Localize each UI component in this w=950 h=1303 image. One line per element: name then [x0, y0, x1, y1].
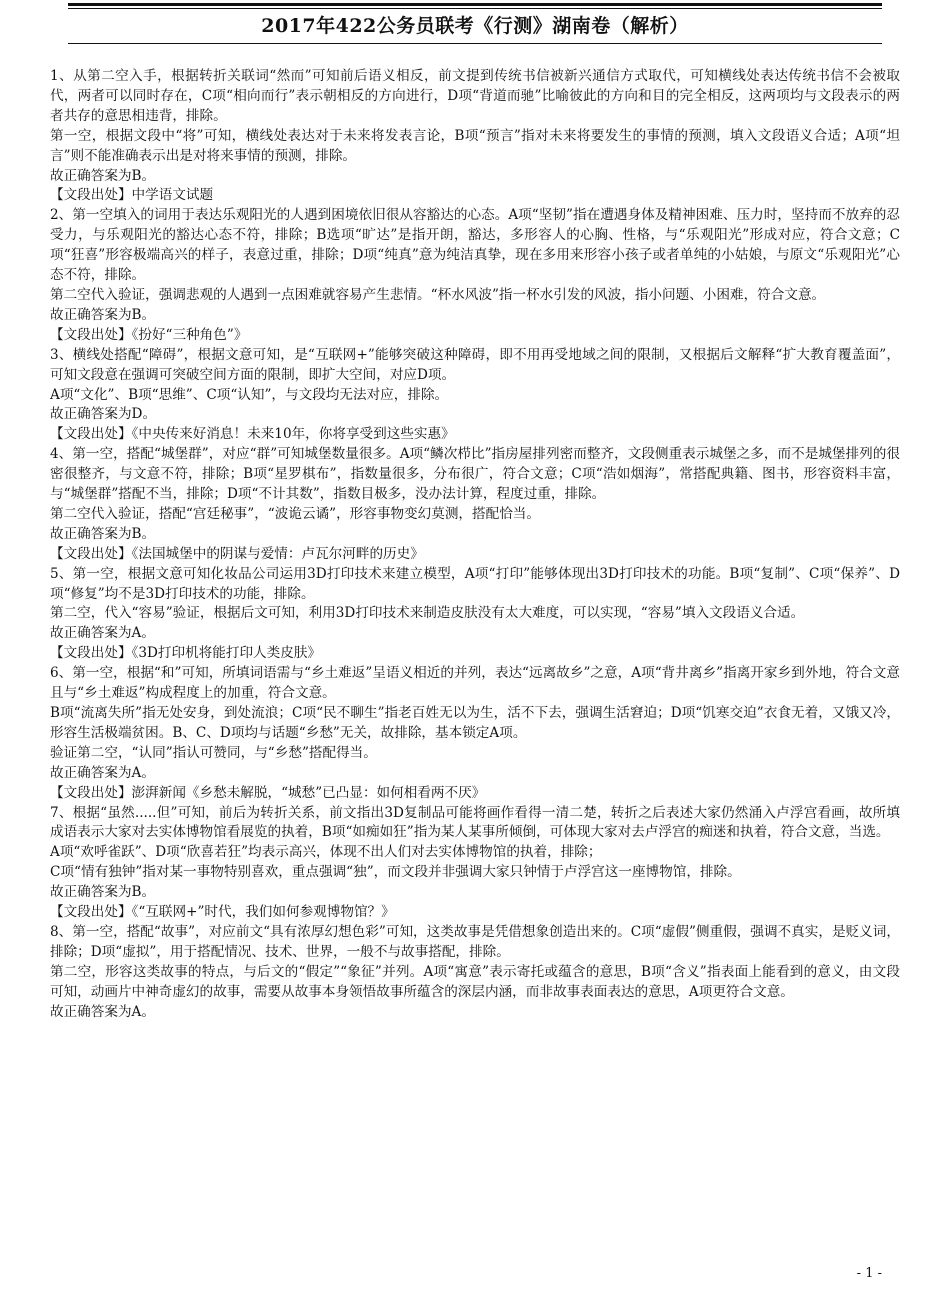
paragraph: 【文段出处】《中央传来好消息！未来10年，你将享受到这些实惠》 — [50, 426, 455, 443]
paragraph: 第二空，代入“容易”验证，根据后文可知，利用3D打印技术来制造皮肤没有太大难度，可以实现，“容易”填入文段语义合适。 — [50, 605, 805, 622]
paragraph: C项“情有独钟”指对某一事物特别喜欢，重点强调“独”，而文段并非强调大家只钟情于卢浮宫这一座博物馆，排除。 — [50, 864, 741, 881]
paragraph: 第二空代入验证，搭配“宫廷秘事”，“波诡云谲”，形容事物变幻莫测，搭配恰当。 — [50, 505, 540, 522]
paragraph: 第二空，形容这类故事的特点，与后文的“假定”“象征”并列。A项“寓意”表示寄托或蕴含的意思，B项“含义”指表面上能看到的意义，由文段可知，动画片中神奇虚幻的故事，需要从故事本身领悟故事所蕴含的深层内涵，而非故事表面表达的意思，A项更符合文意。 — [50, 963, 900, 1000]
paragraph: 故正确答案为B。 — [50, 167, 156, 184]
paragraph: 故正确答案为A。 — [50, 764, 155, 781]
paragraph: 故正确答案为A。 — [50, 625, 155, 642]
paragraph: A项“文化”、B项“思维”、C项“认知”，与文段均无法对应，排除。 — [50, 386, 449, 403]
paragraph: 5、第一空，根据文意可知化妆品公司运用3D打印技术来建立模型，A项“打印”能够体现出3D打印技术的功能。B项“复制”、C项“保养”、D项“修复”均不是3D打印技术的功能，排除。 — [50, 565, 900, 602]
paragraph: B项“流离失所”指无处安身，到处流浪；C项“民不聊生”指老百姓无以为生，活不下去，强调生活窘迫；D项“饥寒交迫”衣食无着，又饿又冷，形容生活极端贫困。B、C、D项均与话题“乡愁”无关，故排除，基本锁定A项。 — [50, 705, 900, 741]
paragraph: 【文段出处】中学语文试题 — [50, 187, 214, 204]
paragraph: 【文段出处】澎湃新闻《乡愁未解脱，“城愁”已凸显：如何相看两不厌》 — [50, 784, 486, 801]
paragraph: 【文段出处】《3D打印机将能打印人类皮肤》 — [50, 645, 322, 662]
paragraph: 第二空代入验证，强调悲观的人遇到一点困难就容易产生悲情。“杯水风波”指一杯水引发的风波，指小问题、小困难，符合文意。 — [50, 286, 826, 303]
paragraph: 【文段出处】《法国城堡中的阴谋与爱情：卢瓦尔河畔的历史》 — [50, 545, 424, 562]
document-body — [50, 67, 900, 1023]
paragraph: 【文段出处】《“互联网+”时代，我们如何参观博物馆？》 — [50, 904, 395, 921]
paragraph: 故正确答案为A。 — [50, 1003, 155, 1020]
title-underline — [68, 43, 882, 44]
paragraph: 3、横线处搭配“障碍”，根据文意可知，是“互联网+”能够突破这种障碍，即不用再受地域之间的限制，又根据后文解释“扩大教育覆盖面”，可知文段意在强调可突破空间方面的限制，即扩大空间，对应D项。 — [50, 346, 900, 383]
paragraph: 8、第一空，搭配“故事”，对应前文“具有浓厚幻想色彩”可知，这类故事是凭借想象创造出来的。C项“虚假”侧重假，强调不真实，是贬义词，排除；D项“虚拟”，用于搭配情况、技术、世界，一般不与故事搭配，排除。 — [50, 923, 900, 960]
page-title: 2017年422公务员联考《行测》湖南卷（解析） — [261, 15, 689, 37]
paragraph: 故正确答案为B。 — [50, 525, 156, 542]
header-rule-thin — [68, 8, 882, 9]
paragraph: 1、从第二空入手，根据转折关联词“然而”可知前后语义相反，前文提到传统书信被新兴通信方式取代，可知横线处表达传统书信不会被取代，两者可以同时存在，C项“相向而行”表示朝相反的方向进行，D项“背道而驰”比喻彼此的方向和目的完全相反，这两项均与文段表示的两者共存的意思相违背，排除。 — [50, 68, 900, 124]
paragraph: A项“欢呼雀跃”、D项“欣喜若狂”均表示高兴，体现不出人们对去实体博物馆的执着，排除； — [50, 844, 602, 861]
paragraph: 故正确答案为B。 — [50, 306, 156, 323]
paragraph: 6、第一空，根据“和”可知，所填词语需与“乡土难返”呈语义相近的并列，表达“远离故乡”之意，A项“背井离乡”指离开家乡到外地，符合文意且与“乡土难返”构成程度上的加重，符合文意。 — [50, 665, 900, 702]
paragraph: 故正确答案为B。 — [50, 884, 156, 901]
paragraph: 7、根据“虽然.....但”可知，前后为转折关系，前文指出3D复制品可能将画作看得一清二楚，转折之后表述大家仍然涌入卢浮宫看画，故所填成语表示大家对去实体博物馆看展览的执着，B项“如痴如狂”指为某人某事所倾倒，可体现大家对去卢浮宫的痴迷和执着，符合文意，当选。 — [50, 804, 900, 841]
page-number: - 1 - — [856, 1266, 882, 1281]
paragraph: 第一空，根据文段中“将”可知，横线处表达对于未来将发表言论，B项“预言”指对未来将要发生的事情的预测，填入文段语义合适；A项“坦言”则不能准确表示出是对将来事情的预测，排除。 — [50, 127, 900, 164]
paragraph: 验证第二空，“认同”指认可赞同，与“乡愁”搭配得当。 — [50, 744, 377, 761]
paragraph: 故正确答案为D。 — [50, 406, 157, 423]
paragraph: 4、第一空，搭配“城堡群”，对应“群”可知城堡数量很多。A项“鳞次栉比”指房屋排列密而整齐，文段侧重表示城堡之多，而不是城堡排列的很密很整齐，与文意不符，排除；B项“星罗棋布”，指数量很多，分布很广，符合文意；C项“浩如烟海”，常搭配典籍、图书，形容资料丰富，与“城堡群”搭配不当，排除；D项“不计其数”，指数目极多，没办法计算，程度过重，排除。 — [50, 446, 900, 503]
paragraph: 2、第一空填入的词用于表达乐观阳光的人遇到困境依旧很从容豁达的心态。A项“坚韧”指在遭遇身体及精神困难、压力时，坚持而不放弃的忍受力，与乐观阳光的豁达心态不符，排除；B选项“旷达”是指开朗，豁达，多形容人的心胸、性格，与“乐观阳光”形成对应，符合文意；C项“狂喜”形容极端高兴的样子，表意过重，排除；D项“纯真”意为纯洁真挚，现在多用来形容小孩子或者单纯的小姑娘，与原文“乐观阳光”心态不符，排除。 — [50, 207, 900, 284]
header-rule-thick — [68, 3, 882, 6]
paragraph: 【文段出处】《扮好“三种角色”》 — [50, 326, 248, 343]
